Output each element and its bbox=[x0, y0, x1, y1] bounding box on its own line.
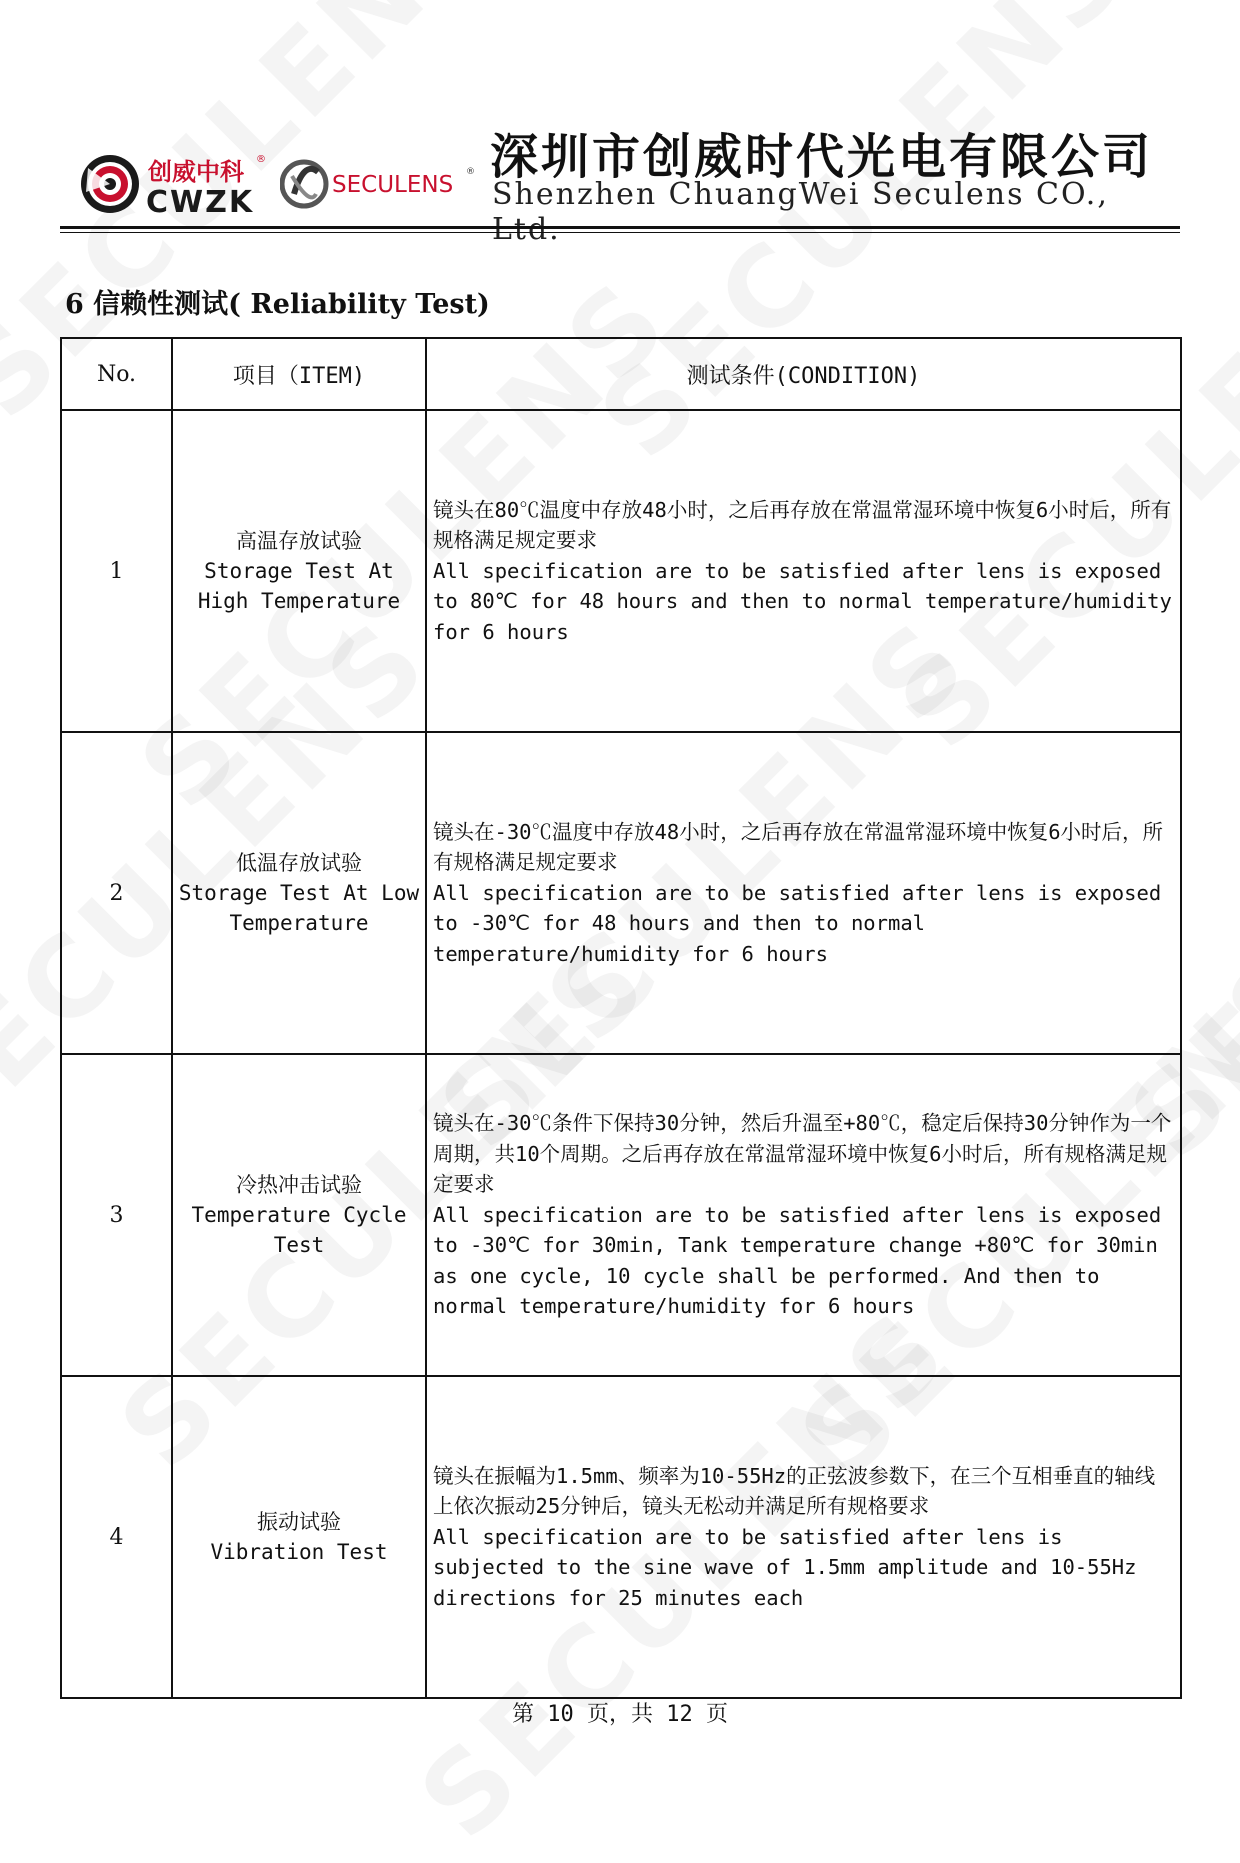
header-rule-thin bbox=[60, 232, 1180, 233]
row-number: 2 bbox=[61, 732, 172, 1054]
header-item: 项目（ITEM) bbox=[172, 338, 426, 410]
item-name-en: Storage Test At Low Temperature bbox=[178, 881, 420, 935]
row-item bbox=[172, 732, 426, 1054]
item-name-en: Temperature Cycle Test bbox=[191, 1203, 407, 1257]
table-row bbox=[61, 1054, 1181, 1376]
company-name-en: Shenzhen ChuangWei Seculens CO., Ltd. bbox=[492, 177, 1109, 247]
item-name-en: Storage Test At High Temperature bbox=[197, 559, 401, 613]
cwzk-logo-cn: 创威中科 bbox=[148, 158, 244, 186]
row-condition bbox=[426, 732, 1181, 1054]
row-item bbox=[172, 1376, 426, 1698]
company-name-cn: 深圳市创威时代光电有限公司 bbox=[490, 129, 1154, 185]
condition-cn: 镜头在-30℃条件下保持30分钟，然后升温至+80℃，稳定后保持30分钟作为一个周期，共10个周期。之后再存放在常温常湿环境中恢复6小时后，所有规格满足规定要求 bbox=[433, 1111, 1172, 1197]
condition-cn: 镜头在80℃温度中存放48小时，之后再存放在常温常湿环境中恢复6小时后，所有规格满足规定要求 bbox=[433, 497, 1172, 553]
header-rule-thick bbox=[60, 226, 1180, 229]
seculens-logo-text: SECULENS bbox=[332, 172, 454, 198]
item-name-cn: 振动试验 bbox=[257, 1510, 341, 1534]
row-condition bbox=[426, 1376, 1181, 1698]
cwzk-logo-en: CWZK bbox=[146, 185, 255, 218]
item-name-en: Vibration Test bbox=[210, 1540, 388, 1564]
row-item bbox=[172, 410, 426, 732]
section-title: 6 信赖性测试( Reliability Test) bbox=[65, 289, 490, 320]
condition-en: All specification are to be satisfied after lens is exposed to 80℃ for 48 hours and then to normal temperature/humidity for 6 hours bbox=[433, 558, 1172, 644]
cwzk-emblem-icon bbox=[78, 148, 278, 218]
table-row bbox=[61, 410, 1181, 732]
table-row bbox=[61, 1376, 1181, 1698]
page-number: 第 10 页，共 12 页 bbox=[512, 1702, 728, 1727]
svg-text:®: ® bbox=[466, 167, 475, 177]
row-condition bbox=[426, 410, 1181, 732]
condition-cn: 镜头在-30℃温度中存放48小时，之后再存放在常温常湿环境中恢复6小时后，所有规格满足规定要求 bbox=[433, 819, 1164, 875]
condition-cn: 镜头在振幅为1.5mm、频率为10-55Hz的正弦波参数下，在三个互相垂直的轴线上依次振动25分钟后，镜头无松动并满足所有规格要求 bbox=[433, 1463, 1156, 1519]
cwzk-logo bbox=[78, 148, 278, 218]
header-no: No. bbox=[61, 338, 172, 410]
header-condition: 测试条件(CONDITION) bbox=[426, 338, 1181, 410]
table-row bbox=[61, 732, 1181, 1054]
condition-en: All specification are to be satisfied after lens is subjected to the sine wave of 1.5mm amplitude and 10-55Hz directions for 25 minutes each bbox=[433, 1524, 1137, 1610]
row-item bbox=[172, 1054, 426, 1376]
row-number: 4 bbox=[61, 1376, 172, 1698]
svg-text:®: ® bbox=[256, 154, 266, 165]
document-header bbox=[60, 110, 1180, 247]
condition-en: All specification are to be satisfied after lens is exposed to -30℃ for 30min, Tank temperature change +80℃ for 30min as one cycle, 10 cycle shall be performed. And then to normal temperature/humidity for 6 hours bbox=[433, 1202, 1162, 1319]
row-condition bbox=[426, 1054, 1181, 1376]
row-number: 3 bbox=[61, 1054, 172, 1376]
row-number: 1 bbox=[61, 410, 172, 732]
reliability-test-table bbox=[60, 337, 1182, 1699]
item-name-cn: 冷热冲击试验 bbox=[236, 1173, 362, 1197]
item-name-cn: 低温存放试验 bbox=[236, 851, 362, 875]
item-name-cn: 高温存放试验 bbox=[236, 529, 362, 553]
table-header-row bbox=[61, 338, 1181, 410]
condition-en: All specification are to be satisfied after lens is exposed to -30℃ for 48 hours and then to normal temperature/humidity for 6 hours bbox=[433, 880, 1162, 966]
